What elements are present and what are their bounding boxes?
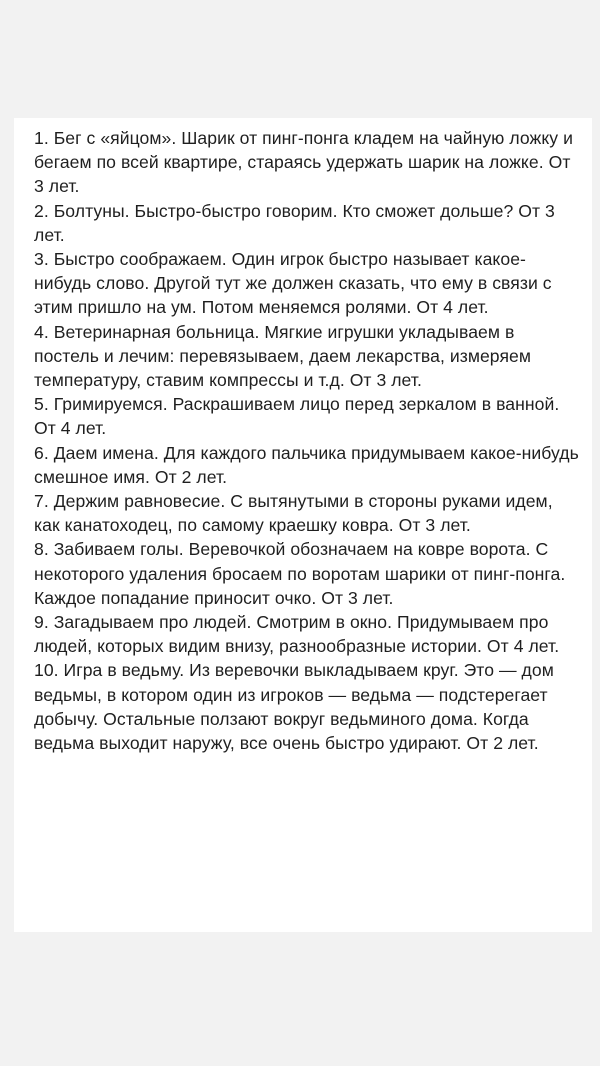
- list-item: 4. Ветеринарная больница. Мягкие игрушки укладываем в постель и лечим: перевязываем, даем лекарства, измеряем температуру, ставим компрессы и т.д. От 3 лет.: [34, 321, 532, 391]
- list-item: 1. Бег с «яйцом». Шарик от пинг-понга кладем на чайную ложку и бегаем по всей квартире, стараясь удержать шарик на ложке. От 3 лет.: [34, 128, 573, 197]
- list-item: 5. Гримируемся. Раскрашиваем лицо перед зеркалом в ванной. От 4 лет.: [34, 394, 560, 439]
- list-item: 3. Быстро соображаем. Один игрок быстро называет какое-нибудь слово. Другой тут же должен сказать, что ему в связи с этим пришло на ум. Потом меняемся ролями. От 4 лет.: [34, 249, 552, 318]
- list-item: 6. Даем имена. Для каждого пальчика придумываем какое-нибудь смешное имя. От 2 лет.: [34, 442, 579, 487]
- list-item: 9. Загадываем про людей. Смотрим в окно. Придумываем про людей, которых видим внизу, разнообразные истории. От 4 лет.: [34, 612, 560, 657]
- list-item: 7. Держим равновесие. С вытянутыми в стороны руками идем, как канатоходец, по самому краешку ковра. От 3 лет.: [34, 491, 553, 536]
- list-item: 10. Игра в ведьму. Из веревочки выкладываем круг. Это — дом ведьмы, в котором один из игроков — ведьма — подстерегает добычу. Остальные ползают вокруг ведьминого дома. Когда ведьма выходит наружу, все очень быстро удирают. От 2 лет.: [34, 660, 554, 754]
- list-item: 2. Болтуны. Быстро-быстро говорим. Кто сможет дольше? От 3 лет.: [34, 200, 555, 245]
- text-card: [14, 118, 592, 932]
- list-item: 8. Забиваем голы. Веревочкой обозначаем на ковре ворота. С некоторого удаления бросаем по воротам шарики от пинг-понга. Каждое попадание приносит очко. От 3 лет.: [34, 539, 566, 608]
